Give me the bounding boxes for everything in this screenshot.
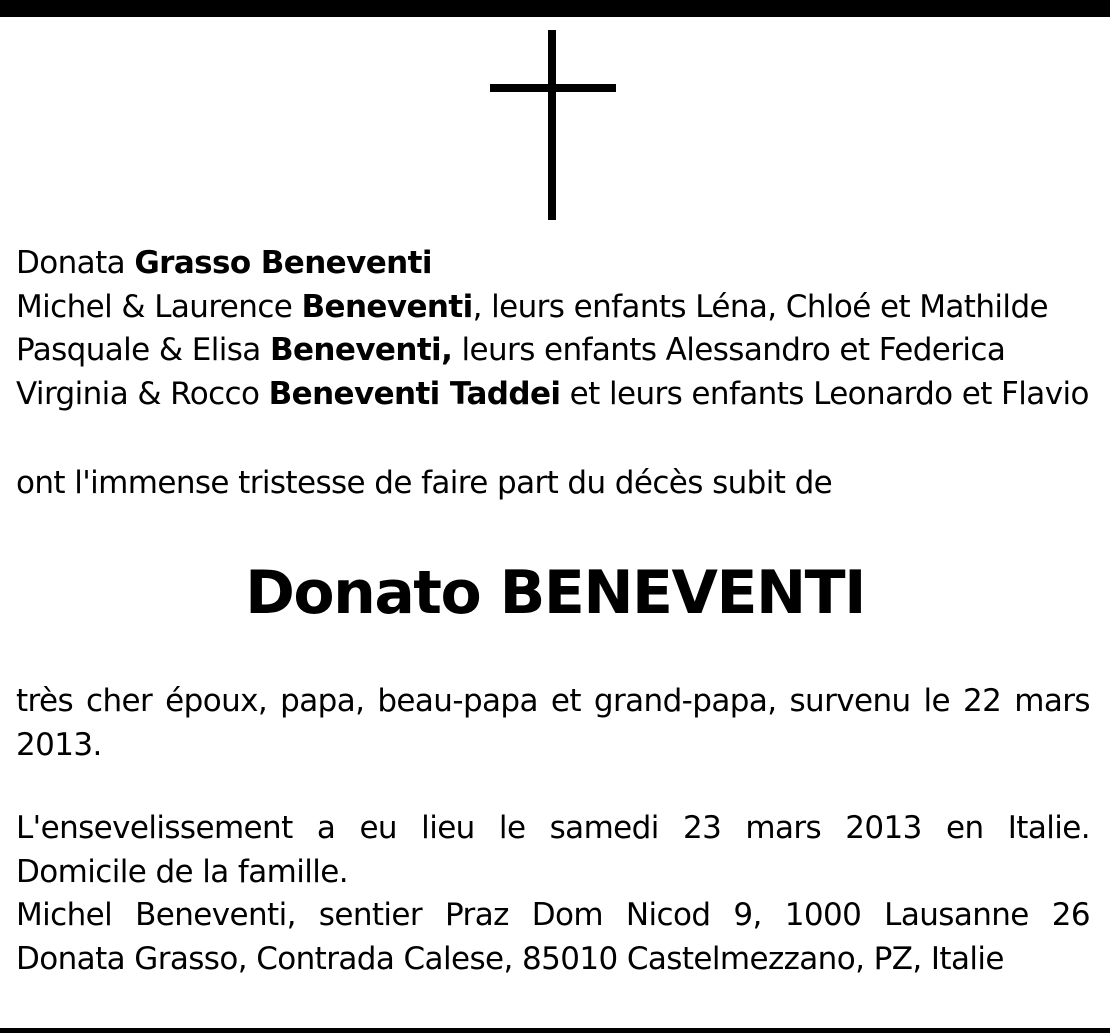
surname: Grasso Beneventi	[134, 245, 432, 281]
domicile-label: Domicile de la famille.	[16, 853, 348, 890]
family-detail: leurs enfants Alessandro et Federica	[461, 332, 1006, 368]
family-address: Michel Beneventi, sentier Praz Dom Nicod 9, 1000 Lausanne 26	[16, 897, 1090, 933]
given-names: Virginia & Rocco	[16, 375, 260, 412]
surname: Beneventi,	[269, 332, 453, 368]
cross-horizontal-bar	[490, 84, 616, 92]
family-detail: et leurs enfants Leonardo et Flavio	[569, 375, 1089, 412]
surname: Beneventi	[301, 288, 473, 325]
family-line	[16, 373, 1090, 417]
family-line	[16, 329, 1090, 373]
announcement-intro	[16, 462, 1090, 506]
surname: Beneventi Taddei	[268, 375, 561, 412]
deceased-description	[16, 680, 1090, 767]
given-names: Michel & Laurence	[16, 288, 293, 325]
description-line: 2013.	[16, 726, 102, 763]
description-line: très cher époux, papa, beau-papa et grand-papa, survenu le 22 mars	[16, 683, 1090, 719]
bottom-border-rule	[0, 1028, 1110, 1033]
family-list	[16, 242, 1090, 416]
burial-info: L'ensevelissement a eu lieu le samedi 23 mars 2013 en Italie.	[16, 810, 1090, 846]
top-border-rule	[0, 0, 1110, 17]
cross-vertical-bar	[548, 30, 556, 220]
family-line	[16, 286, 1090, 330]
family-line	[16, 242, 1090, 286]
family-address: Donata Grasso, Contrada Calese, 85010 Castelmezzano, PZ, Italie	[16, 940, 1004, 977]
given-names: Donata	[16, 245, 126, 281]
deceased-name: Donato BENEVENTI	[245, 558, 865, 628]
intro-text: ont l'immense tristesse de faire part du décès subit de	[16, 465, 833, 501]
cross-icon	[488, 30, 618, 222]
given-names: Pasquale & Elisa	[16, 332, 261, 368]
family-detail: , leurs enfants Léna, Chloé et Mathilde	[472, 288, 1048, 325]
funeral-details	[16, 807, 1090, 981]
